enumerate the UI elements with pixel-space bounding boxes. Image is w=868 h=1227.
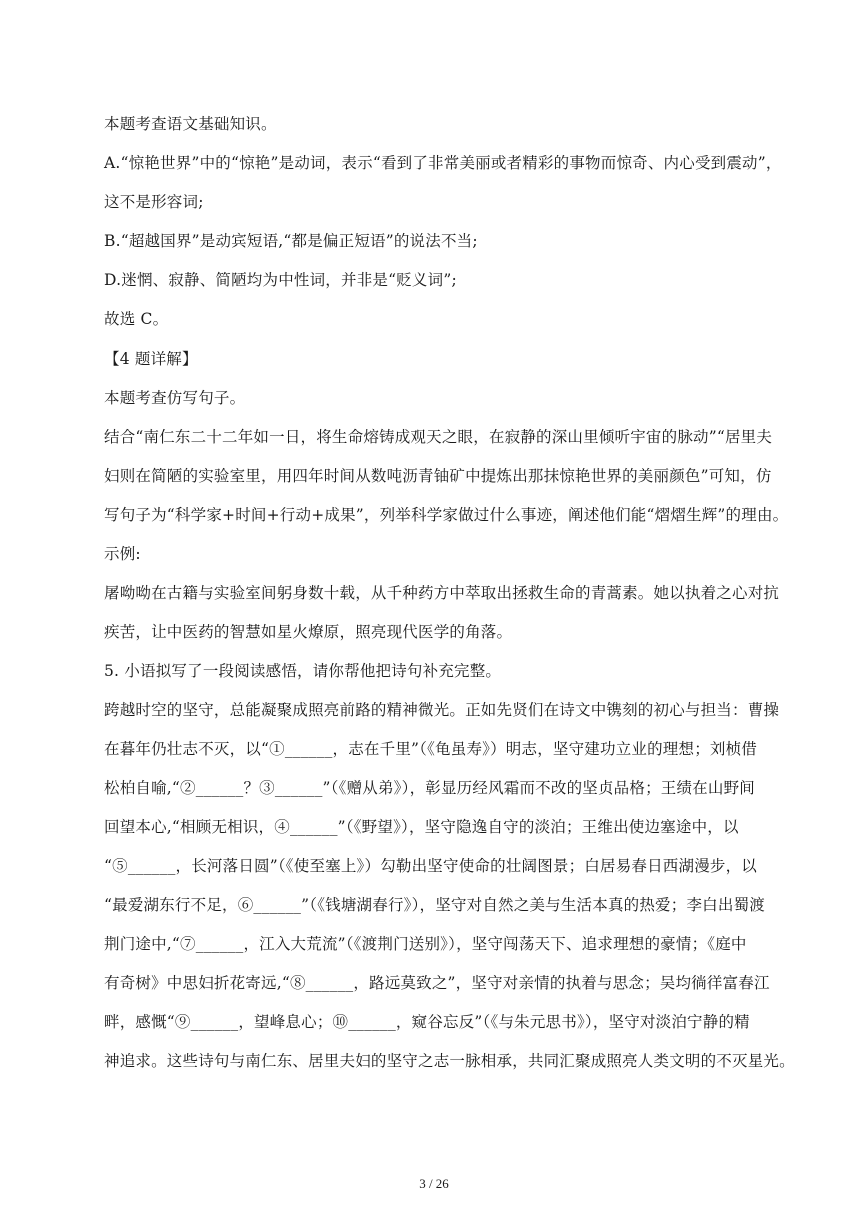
text-line-q5-2: 在暮年仍壮志不灭，以“①______，志在千里”（《龟虽寿》）明志，坚守建功立业的理想；刘桢借 xyxy=(104,740,758,758)
text-line-q5-5: “⑤______，长河落日圆”（《使至塞上》）勾勒出坚守使命的壮阔图景；白居易春日西湖漫步，以 xyxy=(104,857,758,875)
text-line-q4-intro: 本题考查仿写句子。 xyxy=(104,389,246,407)
text-line-q5-7: 荆门途中,“⑦______，江入大荒流”（《渡荆门送别》），坚守闯荡天下、追求理想的豪情；《庭中 xyxy=(104,935,747,953)
text-line-option-a: A.“惊艳世界”中的“惊艳”是动词，表示“看到了非常美丽或者精彩的事物而惊奇、内心受到震动”， xyxy=(104,154,782,172)
question-5-title: 5. 小语拟写了一段阅读感悟，请你帮他把诗句补充完整。 xyxy=(104,662,502,680)
text-line-q5-8: 有奇树》中思妇折花寄远,“⑧______，路远莫致之”，坚守对亲情的执着与思念；吴均徜徉富春江 xyxy=(104,974,770,992)
text-line-intro: 本题考查语文基础知识。 xyxy=(104,115,277,133)
text-line-example-1: 屠呦呦在古籍与实验室间躬身数十载，从千种药方中萃取出拯救生命的青蒿素。她以执着之心对抗 xyxy=(104,584,780,602)
text-line-option-d: D.迷惘、寂静、简陋均为中性词，并非是“贬义词”; xyxy=(104,271,457,289)
text-line-q4-body-2: 妇则在简陋的实验室里，用四年时间从数吨沥青铀矿中提炼出那抹惊艳世界的美丽颜色”可知，仿 xyxy=(104,467,772,485)
text-line-q5-9: 畔，感慨“⑨______，望峰息心；⑩______，窥谷忘反”（《与朱元思书》），坚守对淡泊宁静的精 xyxy=(104,1013,750,1031)
text-line-answer: 故选 C。 xyxy=(104,310,169,328)
section-heading-q4: 【4 题详解】 xyxy=(104,350,198,368)
text-line-q4-body-3: 写句子为“科学家+时间+行动+成果”，列举科学家做过什么事迹，阐述他们能“熠熠生辉”的理由。 xyxy=(104,506,789,524)
page-number: 3 / 26 xyxy=(419,1176,449,1191)
text-line-example-2: 疾苦，让中医药的智慧如星火燎原，照亮现代医学的角落。 xyxy=(104,623,513,641)
text-line-option-b: B.“超越国界”是动宾短语,“都是偏正短语”的说法不当; xyxy=(104,232,478,250)
text-line-option-a-cont: 这不是形容词; xyxy=(104,193,204,211)
text-line-q4-body-1: 结合“南仁东二十二年如一日，将生命熔铸成观天之眼，在寂静的深山里倾听宇宙的脉动”“居里夫 xyxy=(104,428,773,446)
text-line-q5-3: 松柏自喻,“②______？③______”（《赠从弟》），彰显历经风霜而不改的坚贞品格；王绩在山野间 xyxy=(104,779,755,797)
text-line-q5-10: 神追求。这些诗句与南仁东、居里夫妇的坚守之志一脉相承，共同汇聚成照亮人类文明的不灭星光。 xyxy=(104,1052,795,1070)
text-line-example-label: 示例: xyxy=(104,545,141,563)
text-line-q5-1: 跨越时空的坚守，总能凝聚成照亮前路的精神微光。正如先贤们在诗文中镌刻的初心与担当：曹操 xyxy=(104,701,780,719)
text-line-q5-6: “最爱湖东行不足，⑥______”（《钱塘湖春行》），坚守对自然之美与生活本真的热爱；李白出蜀渡 xyxy=(104,896,765,914)
text-line-q5-4: 回望本心,“相顾无相识，④______”（《野望》），坚守隐逸自守的淡泊；王维出使边塞途中，以 xyxy=(104,818,739,836)
